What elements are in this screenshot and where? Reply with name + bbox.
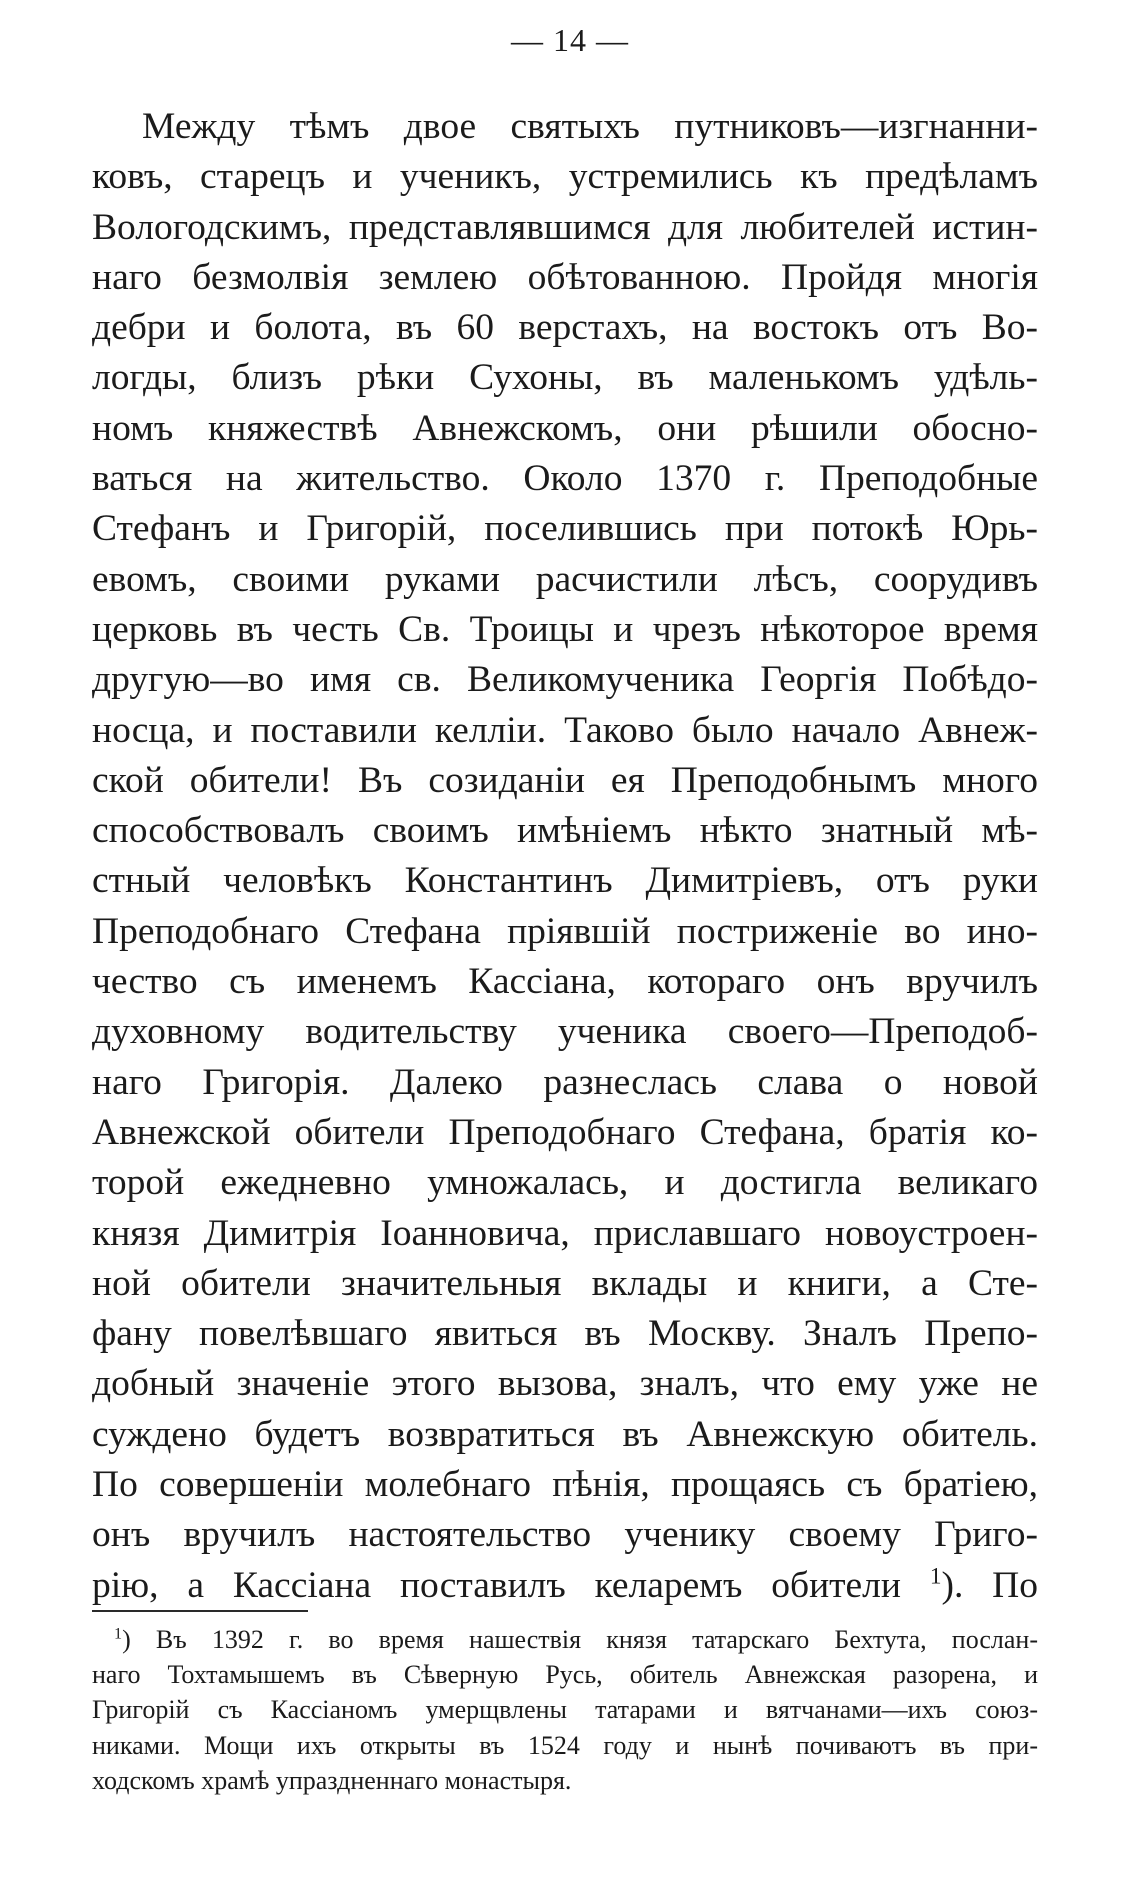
text-line: церковь въ честь Св. Троицы и чрезъ нѣкоторое время xyxy=(92,608,1038,650)
text-line: Между тѣмъ двое святыхъ путниковъ—изгнанни- xyxy=(142,106,1038,147)
text-line: ковъ, старецъ и ученикъ, устремились къ предѣламъ xyxy=(92,156,1038,198)
text-line: другую—во имя св. Великомученика Георгія Побѣдо- xyxy=(92,659,1038,701)
text-line: Стефанъ и Григорій, поселившись при потокѣ Юрь- xyxy=(92,508,1038,550)
text-line: номъ княжествѣ Авнежскомъ, они рѣшили обосно- xyxy=(92,407,1038,449)
text-line: духовному водительству ученика своего—Преподоб- xyxy=(92,1011,1038,1053)
text-line: Преподобнаго Стефана пріявшій постриженіе во ино- xyxy=(92,910,1038,952)
text-line: ной обители значительныя вклады и книги, а Сте- xyxy=(92,1262,1038,1304)
text-line: наго безмолвія землею обѣтованною. Пройдя многія xyxy=(92,256,1038,298)
page-number: — 14 — xyxy=(511,22,629,58)
text-line: князя Димитрія Іоанновича, приславшаго новоустроен- xyxy=(92,1212,1038,1254)
text-line-last xyxy=(92,1561,1038,1611)
text-line-content: рію, а Кассіана поставилъ келаремъ обители xyxy=(92,1564,901,1606)
text-line: способствовалъ своимъ имѣніемъ нѣкто знатный мѣ- xyxy=(92,810,1038,852)
footnote-line: Григорій съ Кассіаномъ умерщвлены татарами и вятчанами—ихъ союз- xyxy=(92,1695,1038,1725)
footnote-line-text: ) Въ 1392 г. во время нашествія князя татарскаго Бехтута, послан- xyxy=(122,1625,1038,1654)
text-line: добный значеніе этого вызова, зналъ, что ему уже не xyxy=(92,1363,1038,1405)
text-line: евомъ, своими руками расчистили лѣсъ, соорудивъ xyxy=(92,558,1038,600)
footnote-reference-close: ) xyxy=(941,1564,954,1606)
text-line: суждено будетъ возвратиться въ Авнежскую обитель. xyxy=(92,1413,1038,1455)
text-line: Вологодскимъ, представлявшимся для любителей истин- xyxy=(92,206,1038,248)
text-line: носца, и поставили келліи. Таково было начало Авнеж- xyxy=(92,709,1038,751)
text-line: стный человѣкъ Константинъ Димитріевъ, отъ руки xyxy=(92,860,1038,902)
text-line: логды, близъ рѣки Сухоны, въ маленькомъ удѣль- xyxy=(92,357,1038,399)
text-line: Авнежской обители Преподобнаго Стефана, братія ко- xyxy=(92,1111,1038,1153)
text-line-tail: . По xyxy=(953,1564,1038,1606)
text-line: дебри и болота, въ 60 верстахъ, на востокъ отъ Во- xyxy=(92,307,1038,349)
footnote xyxy=(92,1622,1038,1798)
text-line: торой ежедневно умножалась, и достигла великаго xyxy=(92,1162,1038,1204)
text-line: чество съ именемъ Кассіана, котораго онъ вручилъ xyxy=(92,961,1038,1003)
text-line: ваться на жительство. Около 1370 г. Преподобные xyxy=(92,458,1038,500)
text-line: наго Григорія. Далеко разнеслась слава о новой xyxy=(92,1061,1038,1103)
footnote-reference: 1 xyxy=(929,1563,942,1590)
text-line: онъ вручилъ настоятельство ученику своему Григо- xyxy=(92,1514,1038,1556)
footnote-line: наго Тохтамышемъ въ Сѣверную Русь, обитель Авнежская разорена, и xyxy=(92,1660,1038,1690)
text-line: фану повелѣвшаго явиться въ Москву. Зналъ Препо- xyxy=(92,1313,1038,1355)
main-text xyxy=(92,102,1038,1611)
text-line: По совершеніи молебнаго пѣнія, прощаясь съ братіею, xyxy=(92,1464,1038,1506)
footnote-line: никами. Мощи ихъ открыты въ 1524 году и нынѣ почиваютъ въ при- xyxy=(92,1730,1038,1760)
footnote-line xyxy=(92,1622,1038,1657)
footnote-divider xyxy=(92,1610,308,1612)
text-line: ской обители! Въ созиданіи ея Преподобнымъ много xyxy=(92,759,1038,801)
footnote-line: ходскомъ храмѣ упраздненнаго монастыря. xyxy=(92,1765,572,1795)
footnote-marker: 1 xyxy=(114,1625,123,1643)
